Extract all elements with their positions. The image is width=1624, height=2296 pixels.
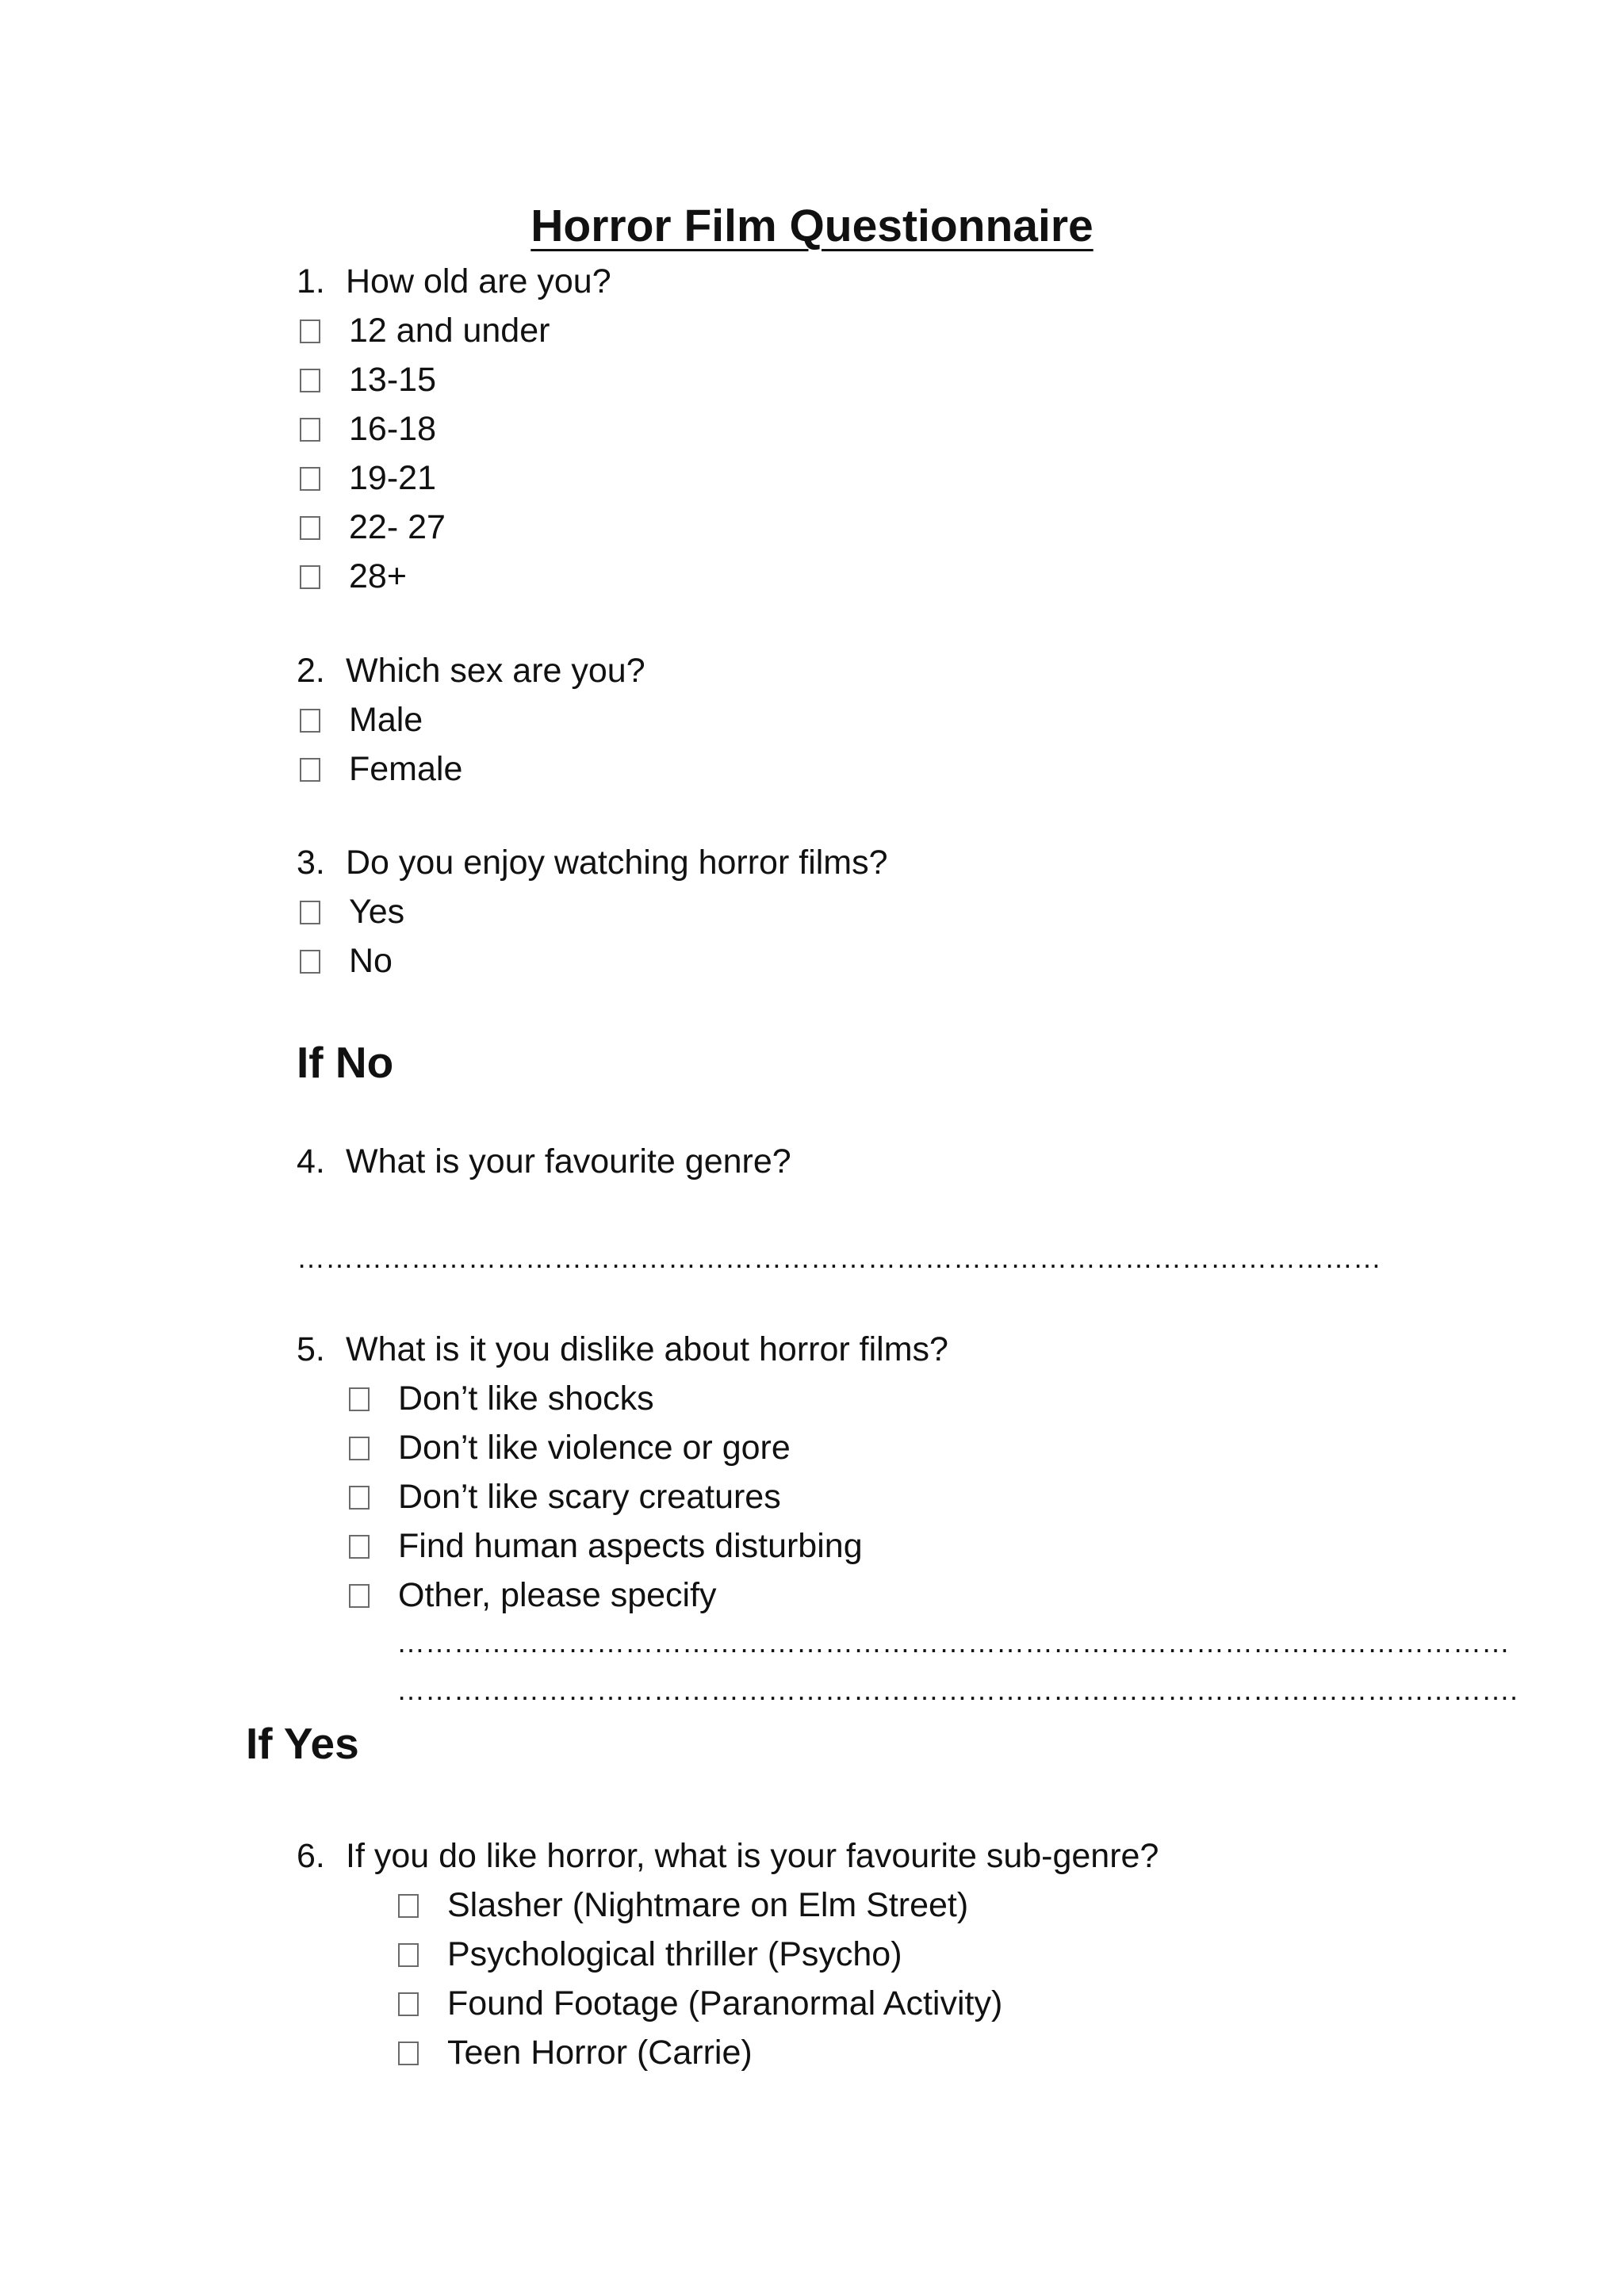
q5-option-label: Don’t like violence or gore bbox=[398, 1429, 791, 1467]
checkbox-icon[interactable] bbox=[398, 1992, 419, 2016]
checkbox-icon[interactable] bbox=[398, 1894, 419, 1918]
q1-option-label: 13-15 bbox=[349, 361, 436, 399]
checkbox-icon[interactable] bbox=[349, 1535, 370, 1559]
question-6-text: If you do like horror, what is your favourite sub-genre? bbox=[346, 1837, 1159, 1875]
checkbox-icon[interactable] bbox=[300, 758, 320, 782]
q2-option-label: Female bbox=[349, 750, 463, 788]
q3-option-label: Yes bbox=[349, 893, 405, 931]
q6-option-label: Slasher (Nightmare on Elm Street) bbox=[447, 1886, 969, 1924]
page-title: Horror Film Questionnaire bbox=[530, 201, 1094, 251]
question-5-number: 5. bbox=[297, 1330, 325, 1368]
checkbox-icon[interactable] bbox=[300, 565, 320, 589]
q5-option-label: Find human aspects disturbing bbox=[398, 1527, 863, 1565]
checkbox-icon[interactable] bbox=[300, 418, 320, 442]
checkbox-icon[interactable] bbox=[300, 516, 320, 540]
checkbox-icon[interactable] bbox=[349, 1584, 370, 1608]
checkbox-icon[interactable] bbox=[300, 901, 320, 924]
checkbox-icon[interactable] bbox=[349, 1387, 370, 1411]
section-heading-if-yes: If Yes bbox=[246, 1719, 359, 1768]
checkbox-icon[interactable] bbox=[300, 369, 320, 392]
checkbox-icon[interactable] bbox=[349, 1437, 370, 1460]
q3-option-label: No bbox=[349, 942, 393, 980]
q1-option-label: 28+ bbox=[349, 557, 407, 595]
checkbox-icon[interactable] bbox=[300, 467, 320, 491]
q1-option-label: 22- 27 bbox=[349, 508, 446, 546]
q1-option-label: 16-18 bbox=[349, 410, 436, 448]
question-4-text: What is your favourite genre? bbox=[346, 1142, 791, 1181]
q1-option-label: 19-21 bbox=[349, 459, 436, 497]
question-1-text: How old are you? bbox=[346, 262, 611, 300]
q4-answer-line[interactable]: …………………………………………………………………………………………………… bbox=[297, 1242, 1381, 1274]
question-3-text: Do you enjoy watching horror films? bbox=[346, 844, 888, 882]
q6-option-label: Psychological thriller (Psycho) bbox=[447, 1935, 902, 1973]
checkbox-icon[interactable] bbox=[398, 1943, 419, 1967]
section-heading-if-no: If No bbox=[297, 1038, 394, 1087]
q1-option-label: 12 and under bbox=[349, 312, 550, 350]
question-2-text: Which sex are you? bbox=[346, 652, 645, 690]
q5-option-label: Don’t like shocks bbox=[398, 1380, 654, 1418]
question-1-number: 1. bbox=[297, 262, 325, 300]
q5-option-label: Don’t like scary creatures bbox=[398, 1478, 781, 1516]
question-2-number: 2. bbox=[297, 652, 325, 690]
q5-option-label: Other, please specify bbox=[398, 1576, 717, 1614]
q5-other-answer-line-2[interactable]: ………………………………………………………………………………………………………. bbox=[396, 1674, 1519, 1706]
checkbox-icon[interactable] bbox=[398, 2042, 419, 2065]
question-5-text: What is it you dislike about horror films? bbox=[346, 1330, 948, 1368]
checkbox-icon[interactable] bbox=[300, 709, 320, 733]
checkbox-icon[interactable] bbox=[349, 1486, 370, 1510]
checkbox-icon[interactable] bbox=[300, 950, 320, 974]
question-4-number: 4. bbox=[297, 1142, 325, 1181]
checkbox-icon[interactable] bbox=[300, 320, 320, 343]
q2-option-label: Male bbox=[349, 701, 423, 739]
question-6-number: 6. bbox=[297, 1837, 325, 1875]
question-3-number: 3. bbox=[297, 844, 325, 882]
q6-option-label: Teen Horror (Carrie) bbox=[447, 2034, 753, 2072]
q6-option-label: Found Footage (Paranormal Activity) bbox=[447, 1984, 1003, 2022]
q5-other-answer-line-1[interactable]: ……………………………………………………………………………………………………… bbox=[396, 1626, 1510, 1659]
